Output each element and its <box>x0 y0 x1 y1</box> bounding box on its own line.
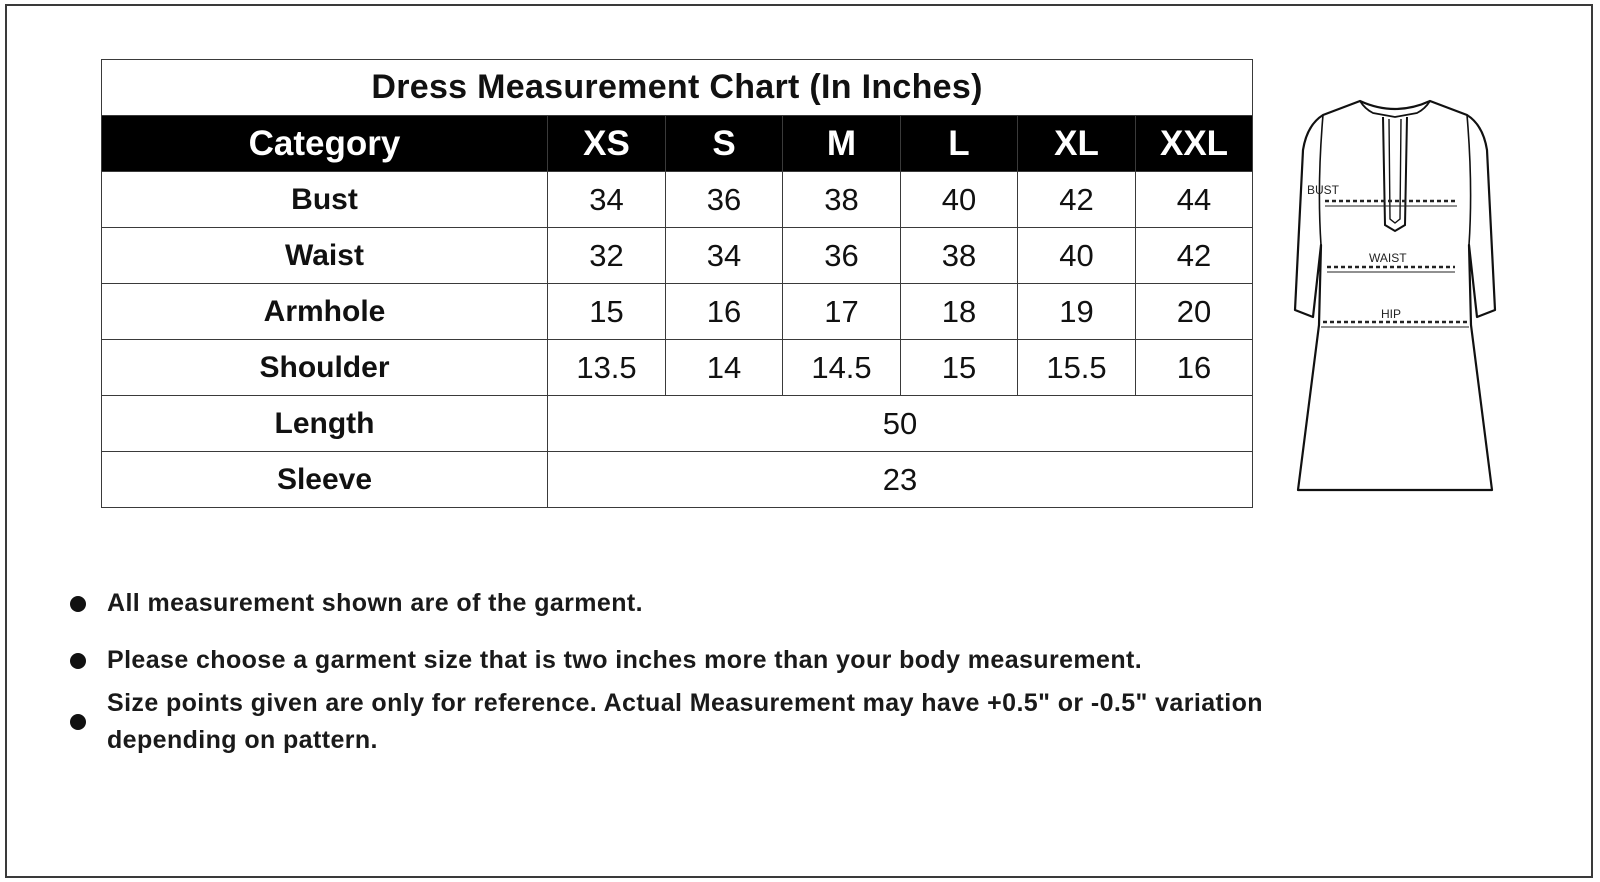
table-cell: 14 <box>666 340 783 396</box>
header-size-xl: XL <box>1018 116 1136 172</box>
bullet-icon <box>70 714 86 730</box>
row-label: Bust <box>102 172 548 228</box>
note-text: Size points given are only for reference. Actual Measurement may have +0.5" or -0.5" variation depending on pattern. <box>107 689 1263 754</box>
table-cell: 14.5 <box>783 340 901 396</box>
row-label: Armhole <box>102 284 548 340</box>
table-cell: 36 <box>783 228 901 284</box>
table-cell: 15 <box>548 284 666 340</box>
bullet-icon <box>70 596 86 612</box>
chart-title: Dress Measurement Chart (In Inches) <box>102 60 1253 116</box>
placket-inner <box>1389 119 1401 223</box>
note-item <box>70 685 1297 759</box>
row-label: Waist <box>102 228 548 284</box>
left-sleeve-seam <box>1319 115 1323 245</box>
table-cell: 40 <box>1018 228 1136 284</box>
note-item <box>70 585 1270 622</box>
title-row <box>102 60 1253 116</box>
table-row-waist <box>102 228 1253 284</box>
hip-label: HIP <box>1381 307 1402 321</box>
table-row-shoulder <box>102 340 1253 396</box>
table-cell: 42 <box>1136 228 1253 284</box>
table-cell: 16 <box>666 284 783 340</box>
table-cell: 16 <box>1136 340 1253 396</box>
row-label: Sleeve <box>102 452 548 508</box>
header-size-s: S <box>666 116 783 172</box>
table-row-sleeve <box>102 452 1253 508</box>
table-cell: 20 <box>1136 284 1253 340</box>
table-cell-merged: 50 <box>548 396 1253 452</box>
bust-label: BUST <box>1307 183 1340 197</box>
table-cell: 15 <box>901 340 1018 396</box>
table-row-bust <box>102 172 1253 228</box>
note-text: Please choose a garment size that is two inches more than your body measurement. <box>107 646 1143 674</box>
note-item <box>70 642 1147 679</box>
table-cell: 38 <box>783 172 901 228</box>
header-size-xxl: XXL <box>1136 116 1253 172</box>
table-cell-merged: 23 <box>548 452 1253 508</box>
table-cell: 38 <box>901 228 1018 284</box>
table-cell: 44 <box>1136 172 1253 228</box>
table-cell: 32 <box>548 228 666 284</box>
row-label: Shoulder <box>102 340 548 396</box>
header-size-m: M <box>783 116 901 172</box>
right-sleeve-seam <box>1467 115 1471 245</box>
waist-label: WAIST <box>1369 251 1407 265</box>
table-row-length <box>102 396 1253 452</box>
table-cell: 34 <box>666 228 783 284</box>
table-row-armhole <box>102 284 1253 340</box>
note-text: All measurement shown are of the garment. <box>107 589 643 617</box>
header-size-l: L <box>901 116 1018 172</box>
table-cell: 34 <box>548 172 666 228</box>
table-cell: 40 <box>901 172 1018 228</box>
row-label: Length <box>102 396 548 452</box>
header-category: Category <box>102 116 548 172</box>
size-chart-table <box>101 59 1253 508</box>
table-cell: 15.5 <box>1018 340 1136 396</box>
dress-outline <box>1295 101 1495 490</box>
notes-list <box>70 585 1270 759</box>
table-cell: 42 <box>1018 172 1136 228</box>
header-row <box>102 116 1253 172</box>
table-cell: 13.5 <box>548 340 666 396</box>
table-cell: 18 <box>901 284 1018 340</box>
dress-illustration <box>1285 95 1505 500</box>
table-cell: 17 <box>783 284 901 340</box>
table-cell: 19 <box>1018 284 1136 340</box>
header-size-xs: XS <box>548 116 666 172</box>
table-cell: 36 <box>666 172 783 228</box>
placket-outer <box>1383 117 1407 231</box>
bullet-icon <box>70 653 86 669</box>
